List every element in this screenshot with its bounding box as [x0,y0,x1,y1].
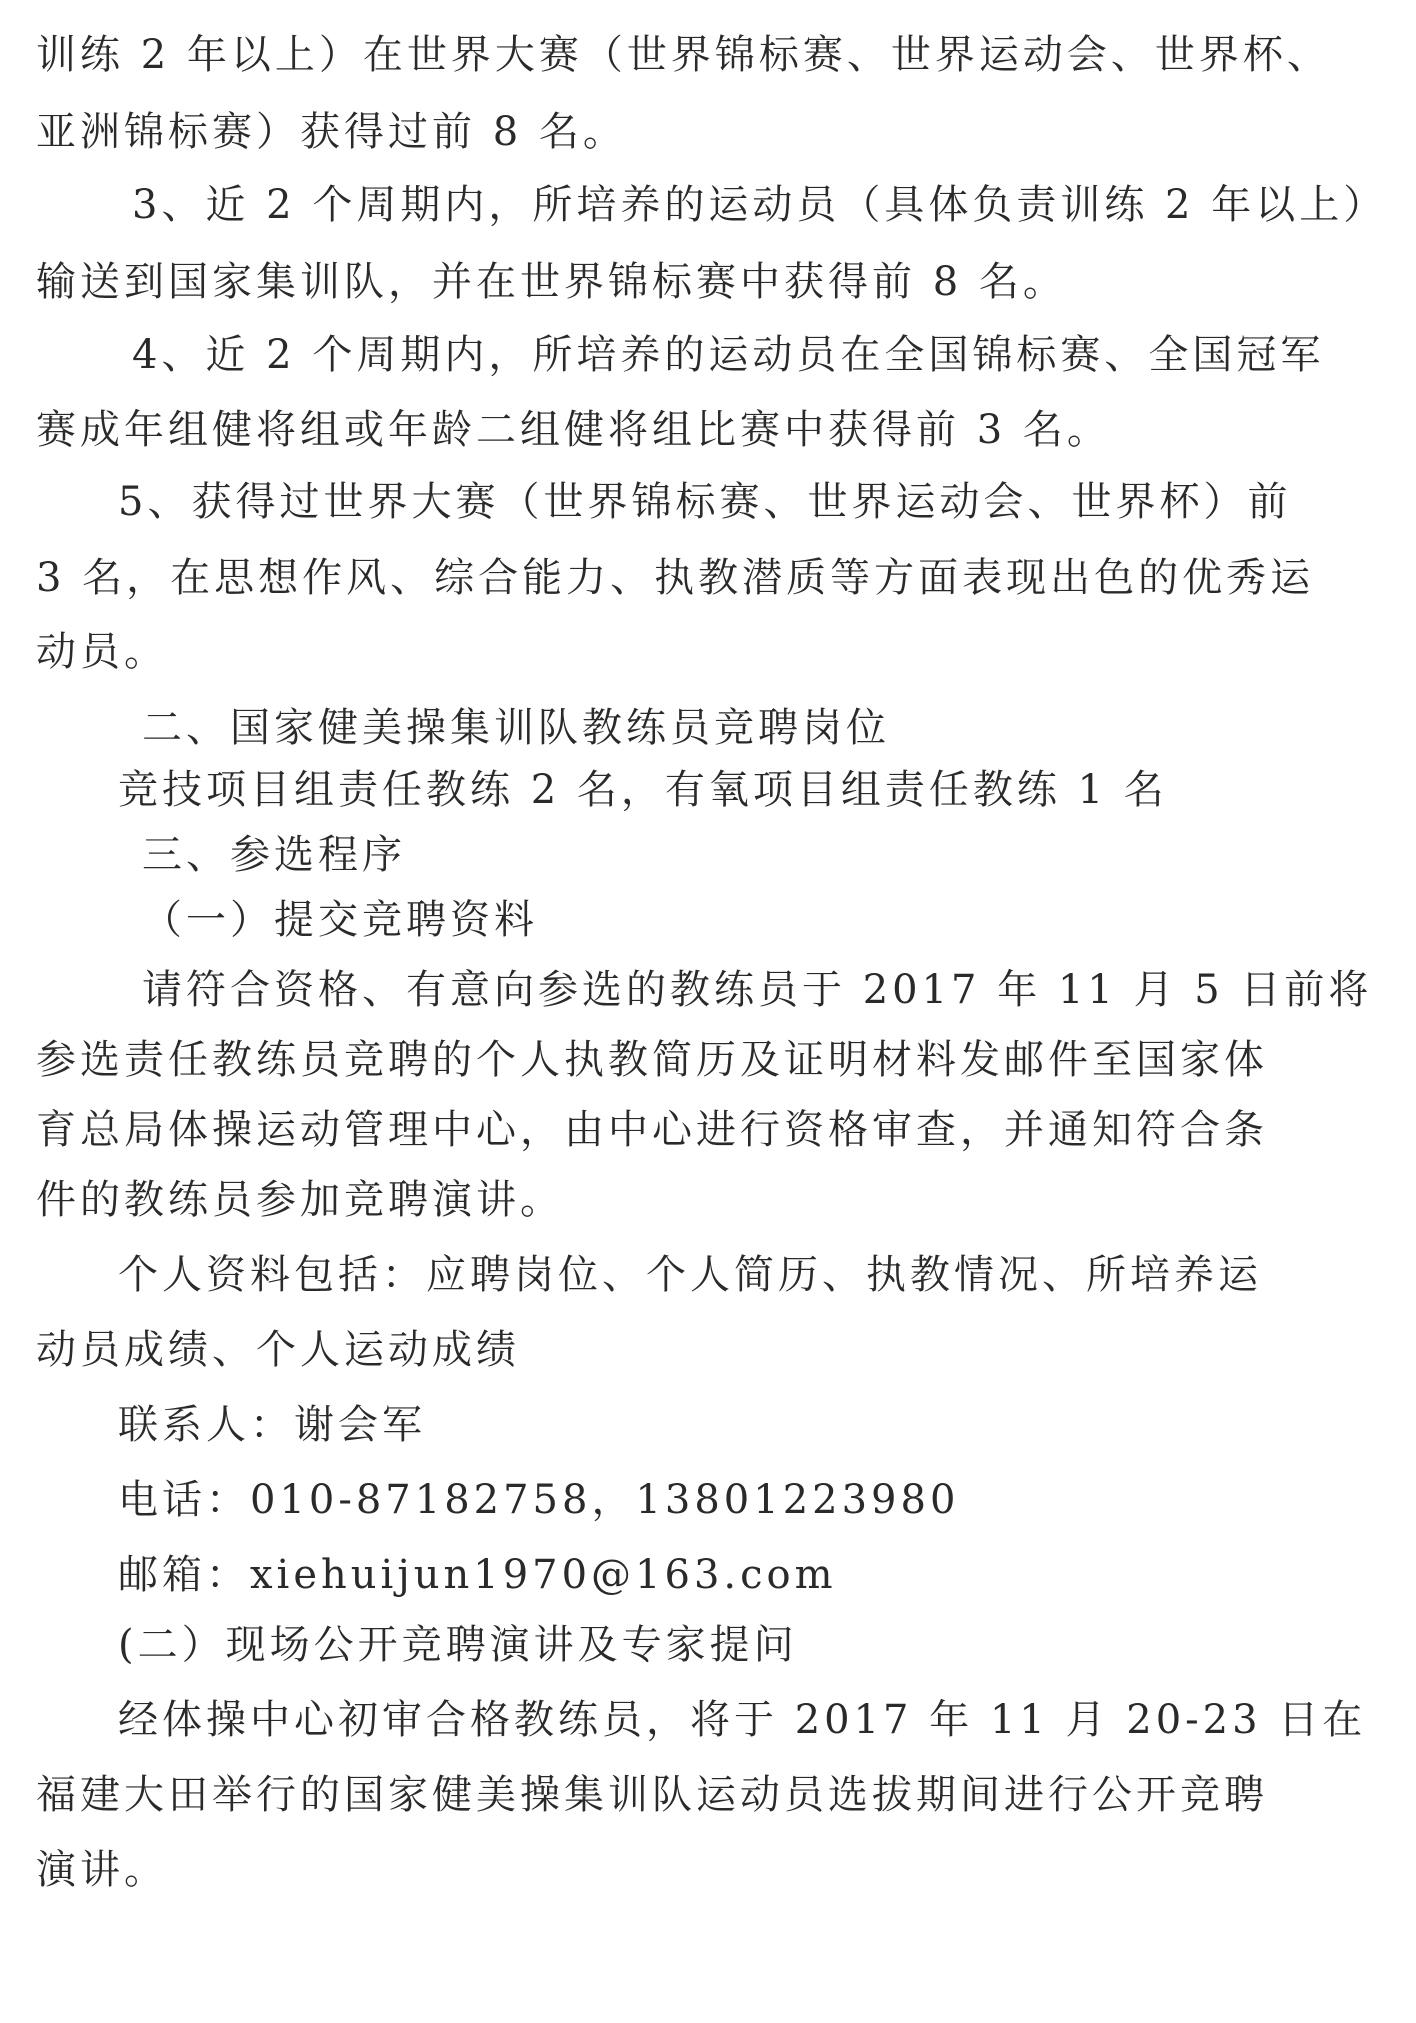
text-line: 动员成绩、个人运动成绩 [36,1327,520,1373]
text-line: 个人资料包括：应聘岗位、个人简历、执教情况、所培养运 [118,1252,1262,1298]
text-line: 请符合资格、有意向参选的教练员于 2017 年 11 月 5 日前将 [142,967,1373,1013]
contact-phone: 电话：010-87182758，13801223980 [118,1477,960,1523]
text-line: 参选责任教练员竞聘的个人执教简历及证明材料发邮件至国家体 [36,1037,1268,1083]
text-line: 赛成年组健将组或年龄二组健将组比赛中获得前 3 名。 [36,407,1111,453]
text-line: 福建大田举行的国家健美操集训队运动员选拔期间进行公开竞聘 [36,1772,1268,1818]
text-line: 亚洲锦标赛）获得过前 8 名。 [36,109,627,155]
text-line: 动员。 [36,629,168,675]
subsection-heading: (二）现场公开竞聘演讲及专家提问 [118,1622,798,1668]
contact-email: 邮箱：xiehuijun1970@163.com [118,1552,837,1598]
text-line: 育总局体操运动管理中心，由中心进行资格审查，并通知符合条 [36,1107,1268,1153]
text-line: 演讲。 [36,1847,168,1893]
text-line: 3、近 2 个周期内，所培养的运动员（具体负责训练 2 年以上） [132,182,1388,228]
section-heading: 二、国家健美操集训队教练员竞聘岗位 [142,705,890,751]
text-line: 输送到国家集训队，并在世界锦标赛中获得前 8 名。 [36,259,1067,305]
text-line: 件的教练员参加竞聘演讲。 [36,1177,564,1223]
subsection-heading: （一）提交竞聘资料 [142,897,538,943]
text-line: 训练 2 年以上）在世界大赛（世界锦标赛、世界运动会、世界杯、 [36,32,1331,78]
text-line: 竞技项目组责任教练 2 名，有氧项目组责任教练 1 名 [118,767,1168,813]
text-line: 经体操中心初审合格教练员，将于 2017 年 11 月 20-23 日在 [118,1697,1367,1743]
text-line: 4、近 2 个周期内，所培养的运动员在全国锦标赛、全国冠军 [132,332,1325,378]
text-line: 3 名，在思想作风、综合能力、执教潜质等方面表现出色的优秀运 [36,555,1315,601]
text-line: 5、获得过世界大赛（世界锦标赛、世界运动会、世界杯）前 [118,479,1292,525]
section-heading: 三、参选程序 [142,832,406,878]
contact-person: 联系人：谢会军 [118,1402,426,1448]
